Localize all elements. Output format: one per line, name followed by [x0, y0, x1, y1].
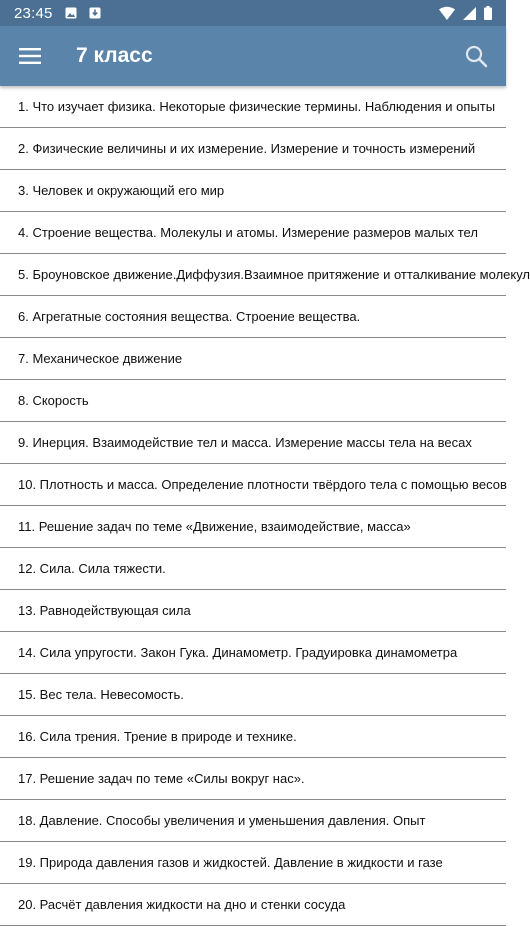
image-icon [65, 7, 77, 19]
topic-item[interactable]: 11. Решение задач по теме «Движение, взаимодействие, масса» [0, 506, 506, 548]
page-title: 7 класс [76, 44, 153, 67]
menu-icon [19, 48, 41, 64]
status-time: 23:45 [14, 4, 53, 22]
topic-item[interactable]: 17. Решение задач по теме «Силы вокруг нас». [0, 758, 506, 800]
search-button[interactable] [446, 26, 506, 86]
topic-item[interactable]: 1. Что изучает физика. Некоторые физические термины. Наблюдения и опыты [0, 86, 506, 128]
topic-item[interactable]: 3. Человек и окружающий его мир [0, 170, 506, 212]
topic-item[interactable]: 19. Природа давления газов и жидкостей. Давление в жидкости и газе [0, 842, 506, 884]
topic-item[interactable]: 20. Расчёт давления жидкости на дно и стенки сосуда [0, 884, 506, 926]
battery-icon [484, 6, 492, 20]
topic-item[interactable]: 6. Агрегатные состояния вещества. Строение вещества. [0, 296, 506, 338]
topic-item[interactable]: 16. Сила трения. Трение в природе и технике. [0, 716, 506, 758]
app-bar [0, 26, 506, 86]
download-icon [89, 7, 101, 19]
topic-item[interactable]: 9. Инерция. Взаимодействие тел и масса. Измерение массы тела на весах [0, 422, 506, 464]
topic-item[interactable]: 7. Механическое движение [0, 338, 506, 380]
topic-item[interactable]: 12. Сила. Сила тяжести. [0, 548, 506, 590]
topic-item[interactable]: 5. Броуновское движение.Диффузия.Взаимное притяжение и отталкивание молекул [0, 254, 506, 296]
topic-item[interactable]: 10. Плотность и масса. Определение плотности твёрдого тела с помощью весов [0, 464, 506, 506]
search-icon [464, 44, 488, 68]
topic-item[interactable]: 15. Вес тела. Невесомость. [0, 674, 506, 716]
topic-item[interactable]: 18. Давление. Способы увеличения и уменьшения давления. Опыт [0, 800, 506, 842]
topic-item[interactable]: 4. Строение вещества. Молекулы и атомы. Измерение размеров малых тел [0, 212, 506, 254]
topic-item[interactable]: 8. Скорость [0, 380, 506, 422]
menu-button[interactable] [0, 26, 60, 86]
status-bar [0, 0, 506, 26]
topic-item[interactable]: 13. Равнодействующая сила [0, 590, 506, 632]
topic-item[interactable]: 2. Физические величины и их измерение. Измерение и точность измерений [0, 128, 506, 170]
signal-icon [463, 7, 476, 20]
wifi-icon [439, 7, 455, 20]
topic-list [0, 86, 530, 912]
topic-item[interactable]: 14. Сила упругости. Закон Гука. Динамометр. Градуировка динамометра [0, 632, 506, 674]
